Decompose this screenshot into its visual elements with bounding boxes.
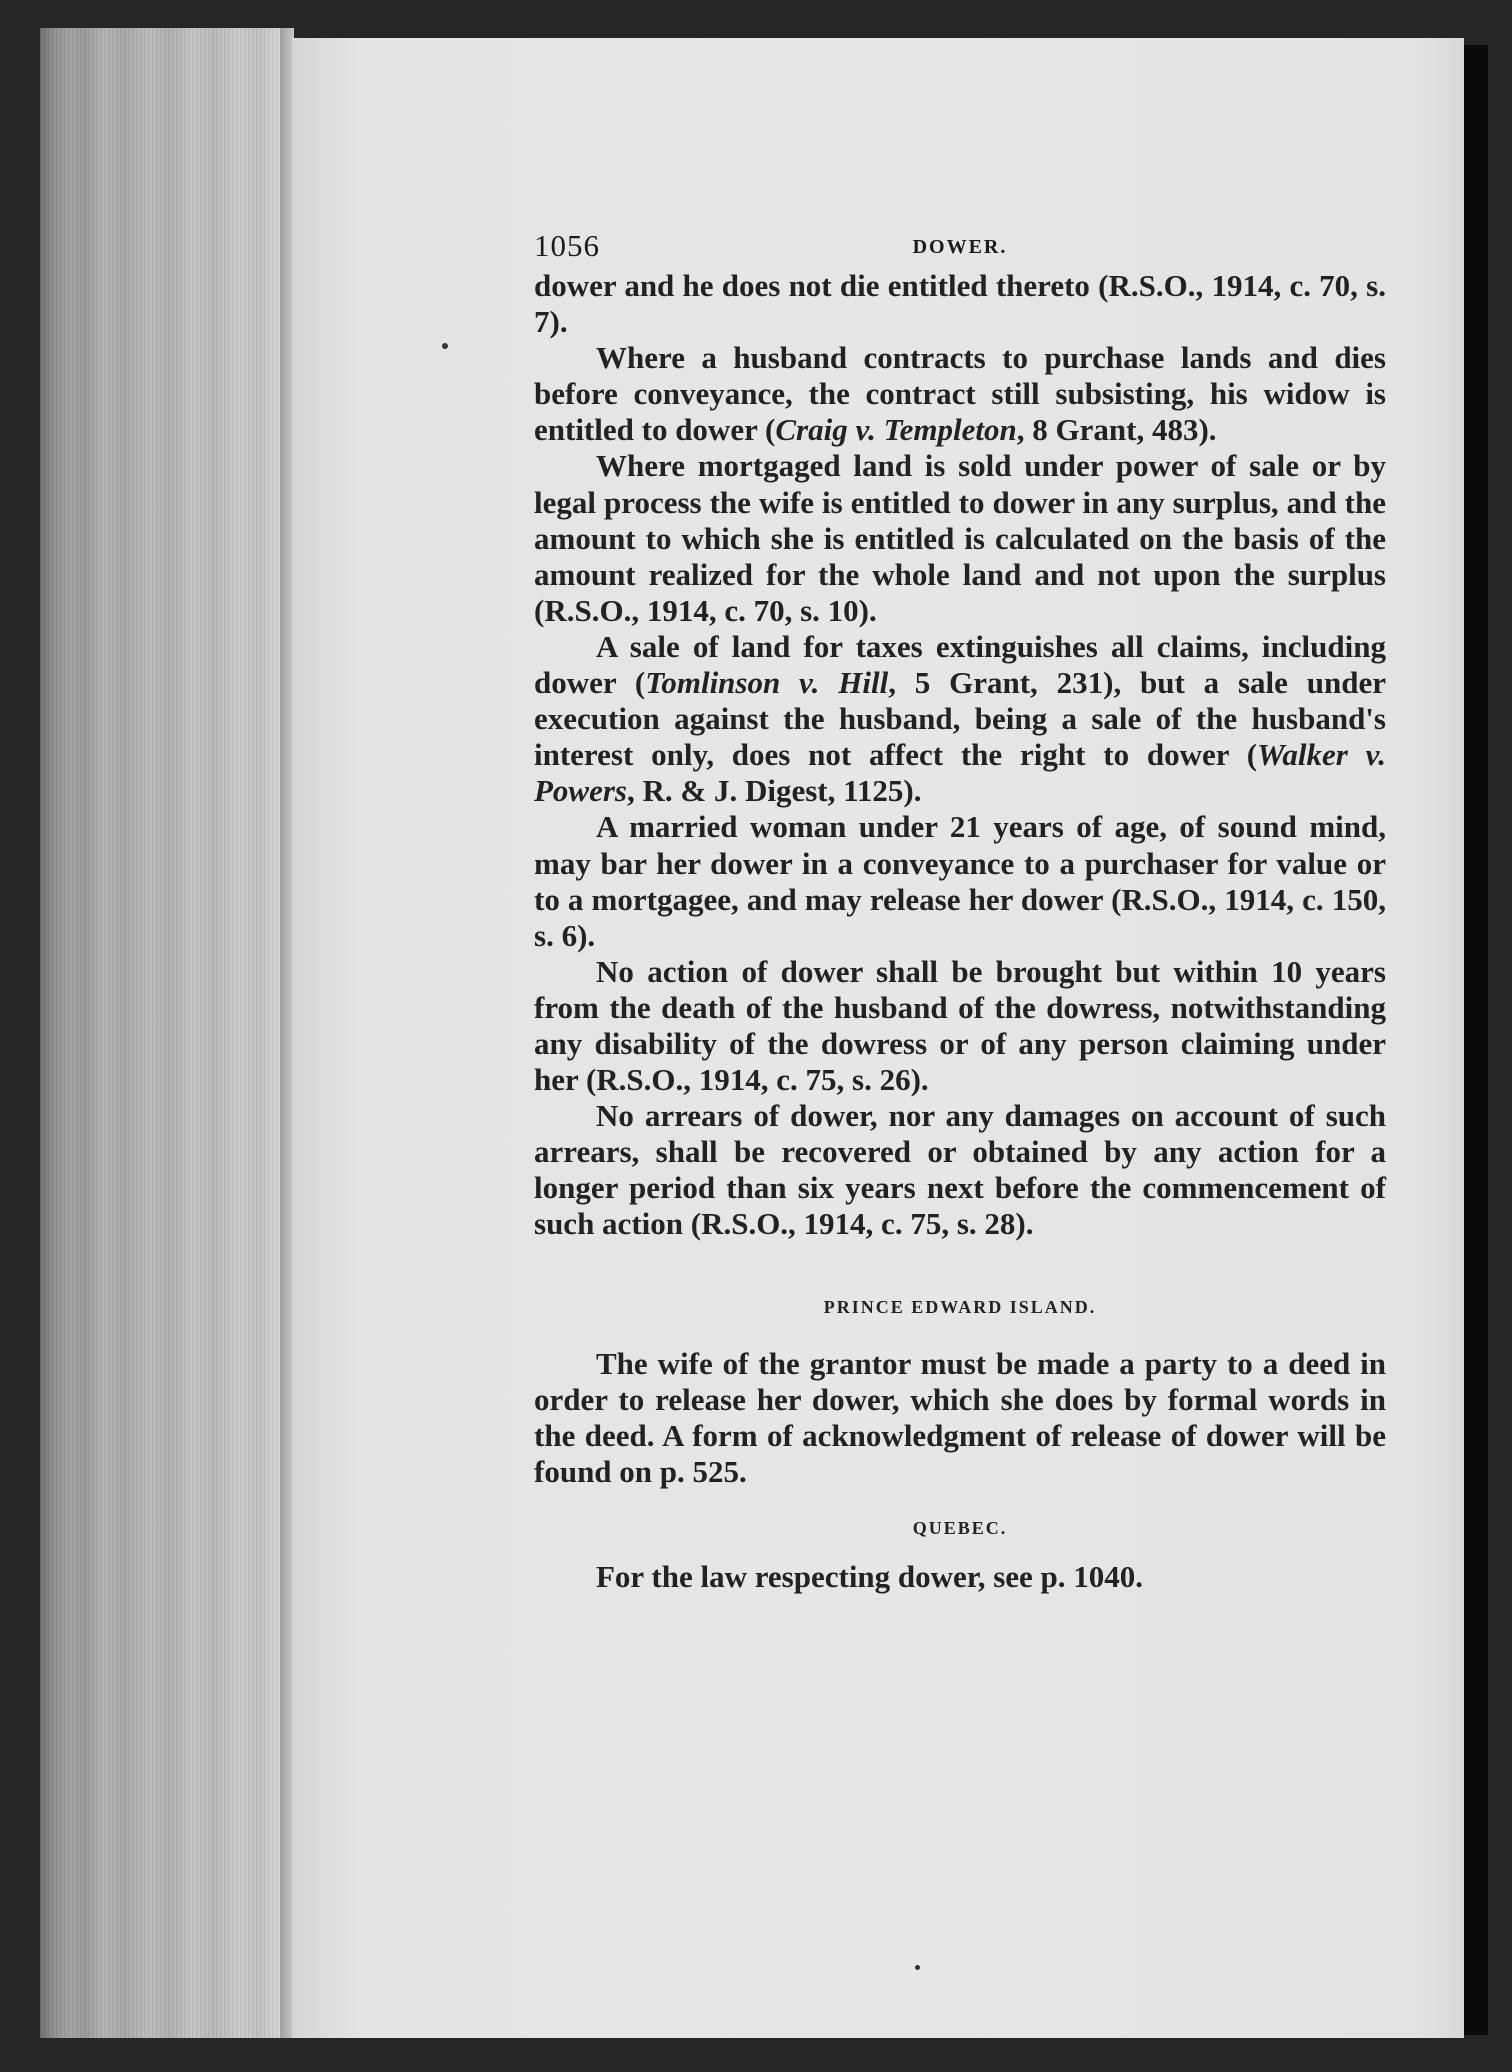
running-head: DOWER. <box>912 236 1008 258</box>
case-citation: Walker v. Powers <box>534 737 1386 809</box>
paragraph-continuation: dower and he does not die entitled thereto (R.S.O., 1914, c. 70, s. 7). <box>534 268 1386 340</box>
paragraph-arrears: No arrears of dower, nor any damages on account of such arrears, shall be recovered or obtained by any action for a longer period than six years next before the commencement of such action (R.S.O., 1914, c. 75, s. 28). <box>534 1098 1386 1242</box>
page-number: 1056 <box>534 228 600 263</box>
paragraph-quebec: For the law respecting dower, see p. 1040. <box>596 1558 1144 1594</box>
paragraph-purchase-lands: Where a husband contracts to purchase lands and dies before conveyance, the contract still subsisting, his widow is entitled to dower (Craig v. Templeton, 8 Grant, 483). <box>534 340 1386 448</box>
paragraph-action-of-dower: No action of dower shall be brought but within 10 years from the death of the husband of the dowress, notwithstanding any disability of the dowress or of any person claiming under her (R.S.O., 1914, c. 75, s. 26). <box>534 953 1386 1098</box>
paragraph-sale-for-taxes: A sale of land for taxes extinguishes all claims, including dower (Tomlinson v. Hill, 5 Grant, 231), but a sale under execution against the husband, being a sale of the husband's interest only, does not affect the right to dower (Walker v. Powers, R. & J. Digest, 1125). <box>534 628 1386 809</box>
case-citation: Craig v. Templeton <box>775 412 1017 448</box>
footer-dot <box>915 1965 920 1970</box>
paragraph-married-woman: A married woman under 21 years of age, of sound mind, may bar her dower in a conveyance to a purchaser for value or to a mortgagee, and may release her dower (R.S.O., 1914, c. 150, s. 6). <box>534 809 1386 953</box>
paragraph-pei: The wife of the grantor must be made a party to a deed in order to release her dower, which she does by formal words in the deed. A form of acknowledgment of release of dower will be found on p. 525. <box>534 1345 1386 1489</box>
book-page-edges <box>40 28 288 2038</box>
scan-right-border <box>1464 45 1488 2035</box>
paragraph-mortgaged-land: Where mortgaged land is sold under power of sale or by legal process the wife is entitled to dower in any surplus, and the amount to which she is entitled is calculated on the basis of the amount realized for the whole land and not upon the surplus (R.S.O., 1914, c. 70, s. 10). <box>534 448 1386 628</box>
page-header <box>534 228 1386 268</box>
section-heading-pei: PRINCE EDWARD ISLAND. <box>823 1296 1097 1317</box>
margin-dot <box>442 343 448 349</box>
section-heading-quebec: QUEBEC. <box>912 1517 1008 1538</box>
page-text <box>534 228 1386 1595</box>
case-citation: Tomlinson v. Hill <box>645 665 889 701</box>
